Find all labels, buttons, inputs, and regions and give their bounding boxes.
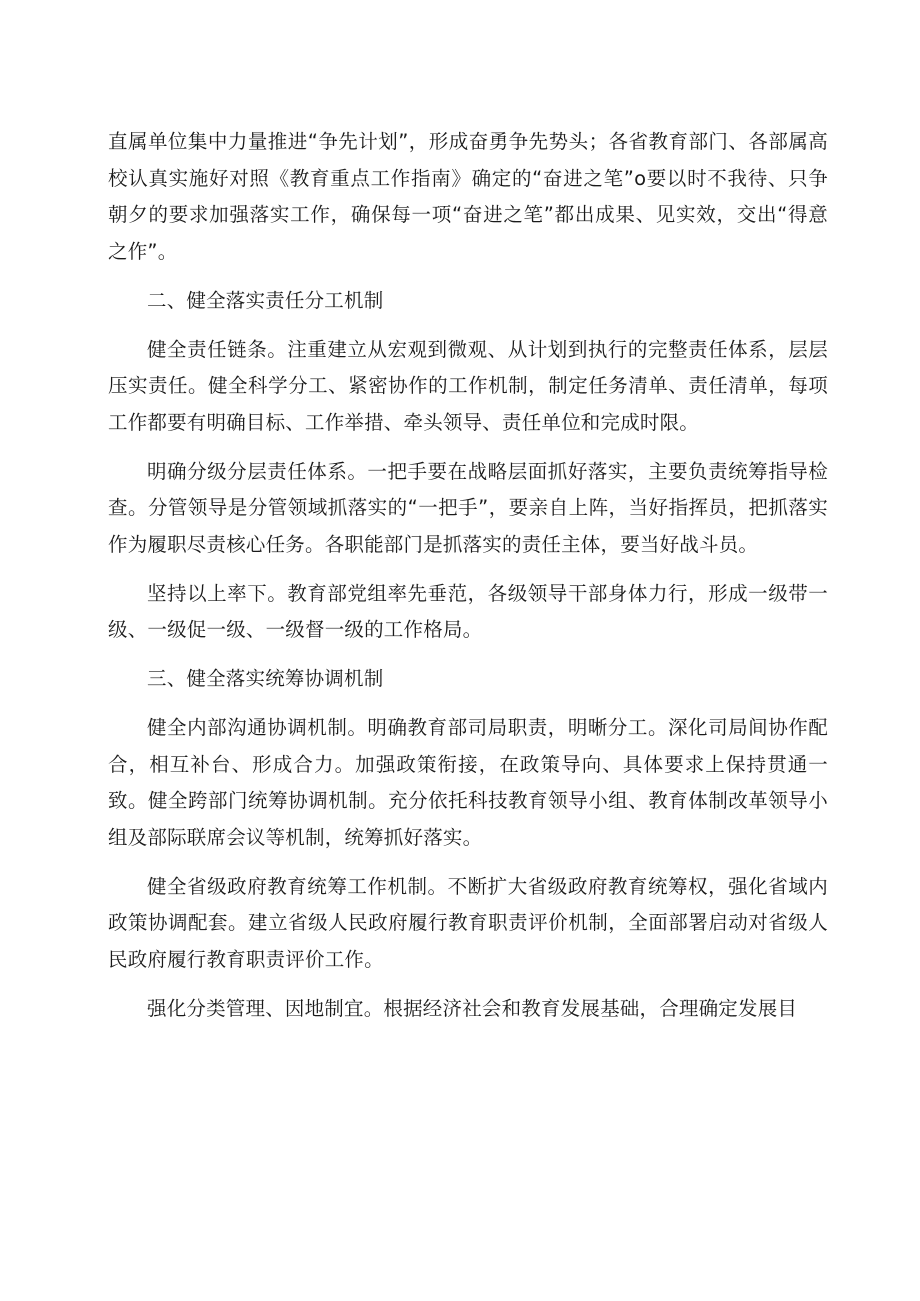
- paragraph-continued: 直属单位集中力量推进“争先计划”，形成奋勇争先势头；各省教育部门、各部属高校认真实施好对照《教育重点工作指南》确定的“奋进之笔”o要以时不我待、只争朝夕的要求加强落实工作，确保每一项“奋进之笔”都出成果、见实效，交出“得意之作”。: [108, 130, 828, 263]
- paragraph: 明确分级分层责任体系。一把手要在战略层面抓好落实，主要负责统筹指导检查。分管领导是分管领域抓落实的“一把手”，要亲自上阵，当好指挥员，把抓落实作为履职尽责核心任务。各职能部门是抓落实的责任主体，要当好战斗员。: [108, 459, 828, 556]
- section-heading-2: 二、健全落实责任分工机制: [147, 288, 384, 312]
- paragraph: 健全省级政府教育统筹工作机制。不断扩大省级政府教育统筹权，强化省域内政策协调配套。建立省级人民政府履行教育职责评价机制，全面部署启动对省级人民政府履行教育职责评价工作。: [108, 874, 828, 971]
- section-heading-3: 三、健全落实统筹协调机制: [147, 667, 384, 690]
- paragraph: 健全责任链条。注重建立从宏观到微观、从计划到执行的完整责任体系，层层压实责任。健全科学分工、紧密协作的工作机制，制定任务清单、责任清单，每项工作都要有明确目标、工作举措、牵头领导、责任单位和完成时限。: [108, 337, 828, 434]
- paragraph: 坚持以上率下。教育部党组率先垂范，各级领导干部身体力行，形成一级带一级、一级促一级、一级督一级的工作格局。: [108, 581, 828, 641]
- paragraph: 健全内部沟通协调机制。明确教育部司局职责，明晰分工。深化司局间协作配合，相互补台、形成合力。加强政策衔接，在政策导向、具体要求上保持贯通一致。健全跨部门统筹协调机制。充分依托科技教育领导小组、教育体制改革领导小组及部际联席会议等机制，统筹抓好落实。: [108, 716, 828, 849]
- paragraph-truncated: 强化分类管理、因地制宜。根据经济社会和教育发展基础，合理确定发展目: [147, 996, 798, 1020]
- document-page: [108, 124, 828, 1027]
